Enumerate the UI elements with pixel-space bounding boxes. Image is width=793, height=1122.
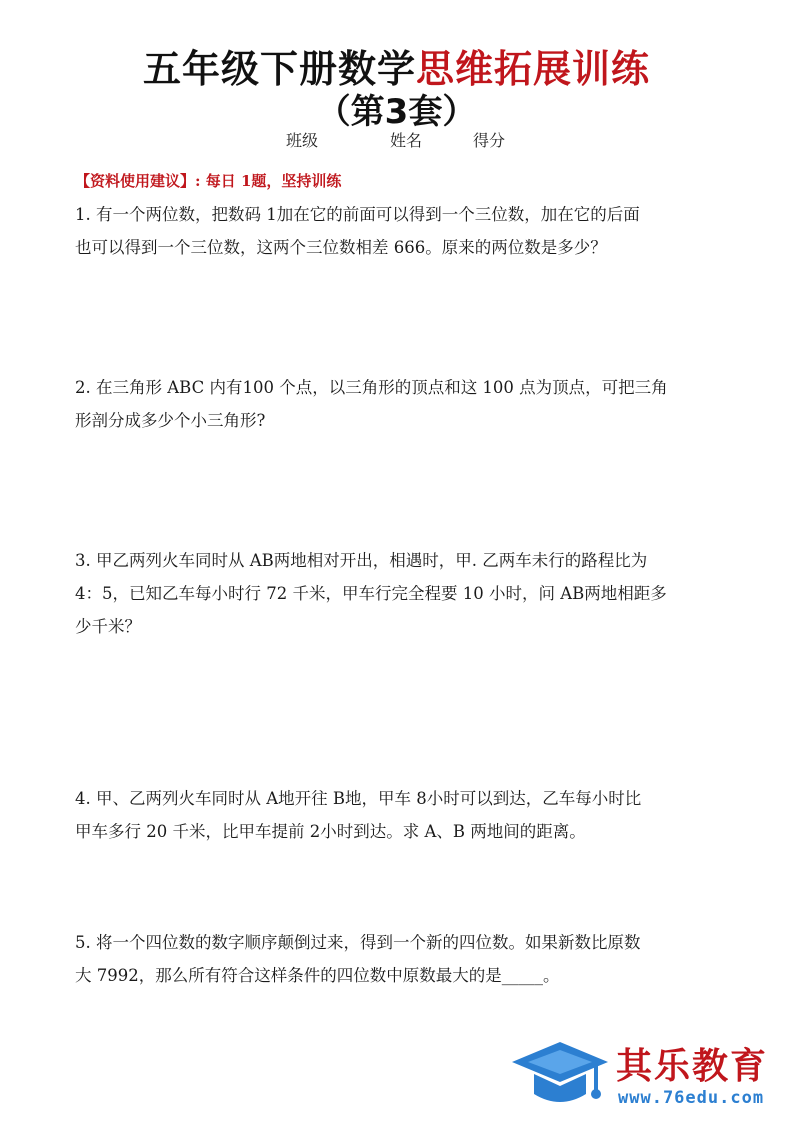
brand-name: 其乐教育 — [616, 1046, 769, 1087]
page-title-part2: 思维拓展训练 — [416, 47, 651, 91]
question-line: 甲车多行 20 千米，比甲车提前 2小时到达。求 A、B 两地间的距离。 — [75, 822, 586, 841]
question-4 — [75, 782, 725, 848]
question-line: 少千米？ — [75, 617, 141, 636]
question-line: 4：5，已知乙车每小时行 72 千米，甲车行完全程要 10 小时，问 AB两地相距多 — [75, 584, 667, 603]
question-line: 也可以得到一个三位数，这两个三位数相差 666。原来的两位数是多少？ — [75, 238, 607, 257]
page-subtitle: （第3套） — [316, 92, 477, 132]
question-line: 1. 有一个两位数，把数码 1加在它的前面可以得到一个三位数，加在它的后面 — [75, 205, 640, 224]
class-field-label: 班级 — [286, 131, 319, 150]
question-line: 2. 在三角形 ABC 内有100 个点，以三角形的顶点和这 100 点为顶点，可把三角 — [75, 378, 668, 397]
question-line: 3. 甲乙两列火车同时从 AB两地相对开出，相遇时，甲. 乙两车未行的路程比为 — [75, 551, 648, 570]
question-line: 4. 甲、乙两列火车同时从 A地开往 B地，甲车 8小时可以到达，乙车每小时比 — [75, 789, 642, 808]
graduation-cap-icon — [508, 1036, 612, 1116]
question-2 — [75, 371, 725, 437]
page-title-part1: 五年级下册数学 — [142, 47, 416, 91]
score-field-label: 得分 — [473, 131, 506, 150]
question-1 — [75, 198, 725, 264]
question-3 — [75, 544, 725, 643]
question-line: 形剖分成多少个小三角形? — [75, 411, 266, 430]
usage-advice: 【资料使用建议】: 每日 1题，坚持训练 — [75, 172, 342, 190]
brand-url: www.76edu.com — [618, 1088, 765, 1108]
brand-logo — [508, 1032, 788, 1118]
name-field-label: 姓名 — [390, 131, 423, 150]
question-5 — [75, 926, 725, 992]
question-line: 5. 将一个四位数的数字顺序颠倒过来，得到一个新的四位数。如果新数比原数 — [75, 933, 641, 952]
question-line: 大 7992，那么所有符合这样条件的四位数中原数最大的是_____。 — [75, 966, 560, 985]
